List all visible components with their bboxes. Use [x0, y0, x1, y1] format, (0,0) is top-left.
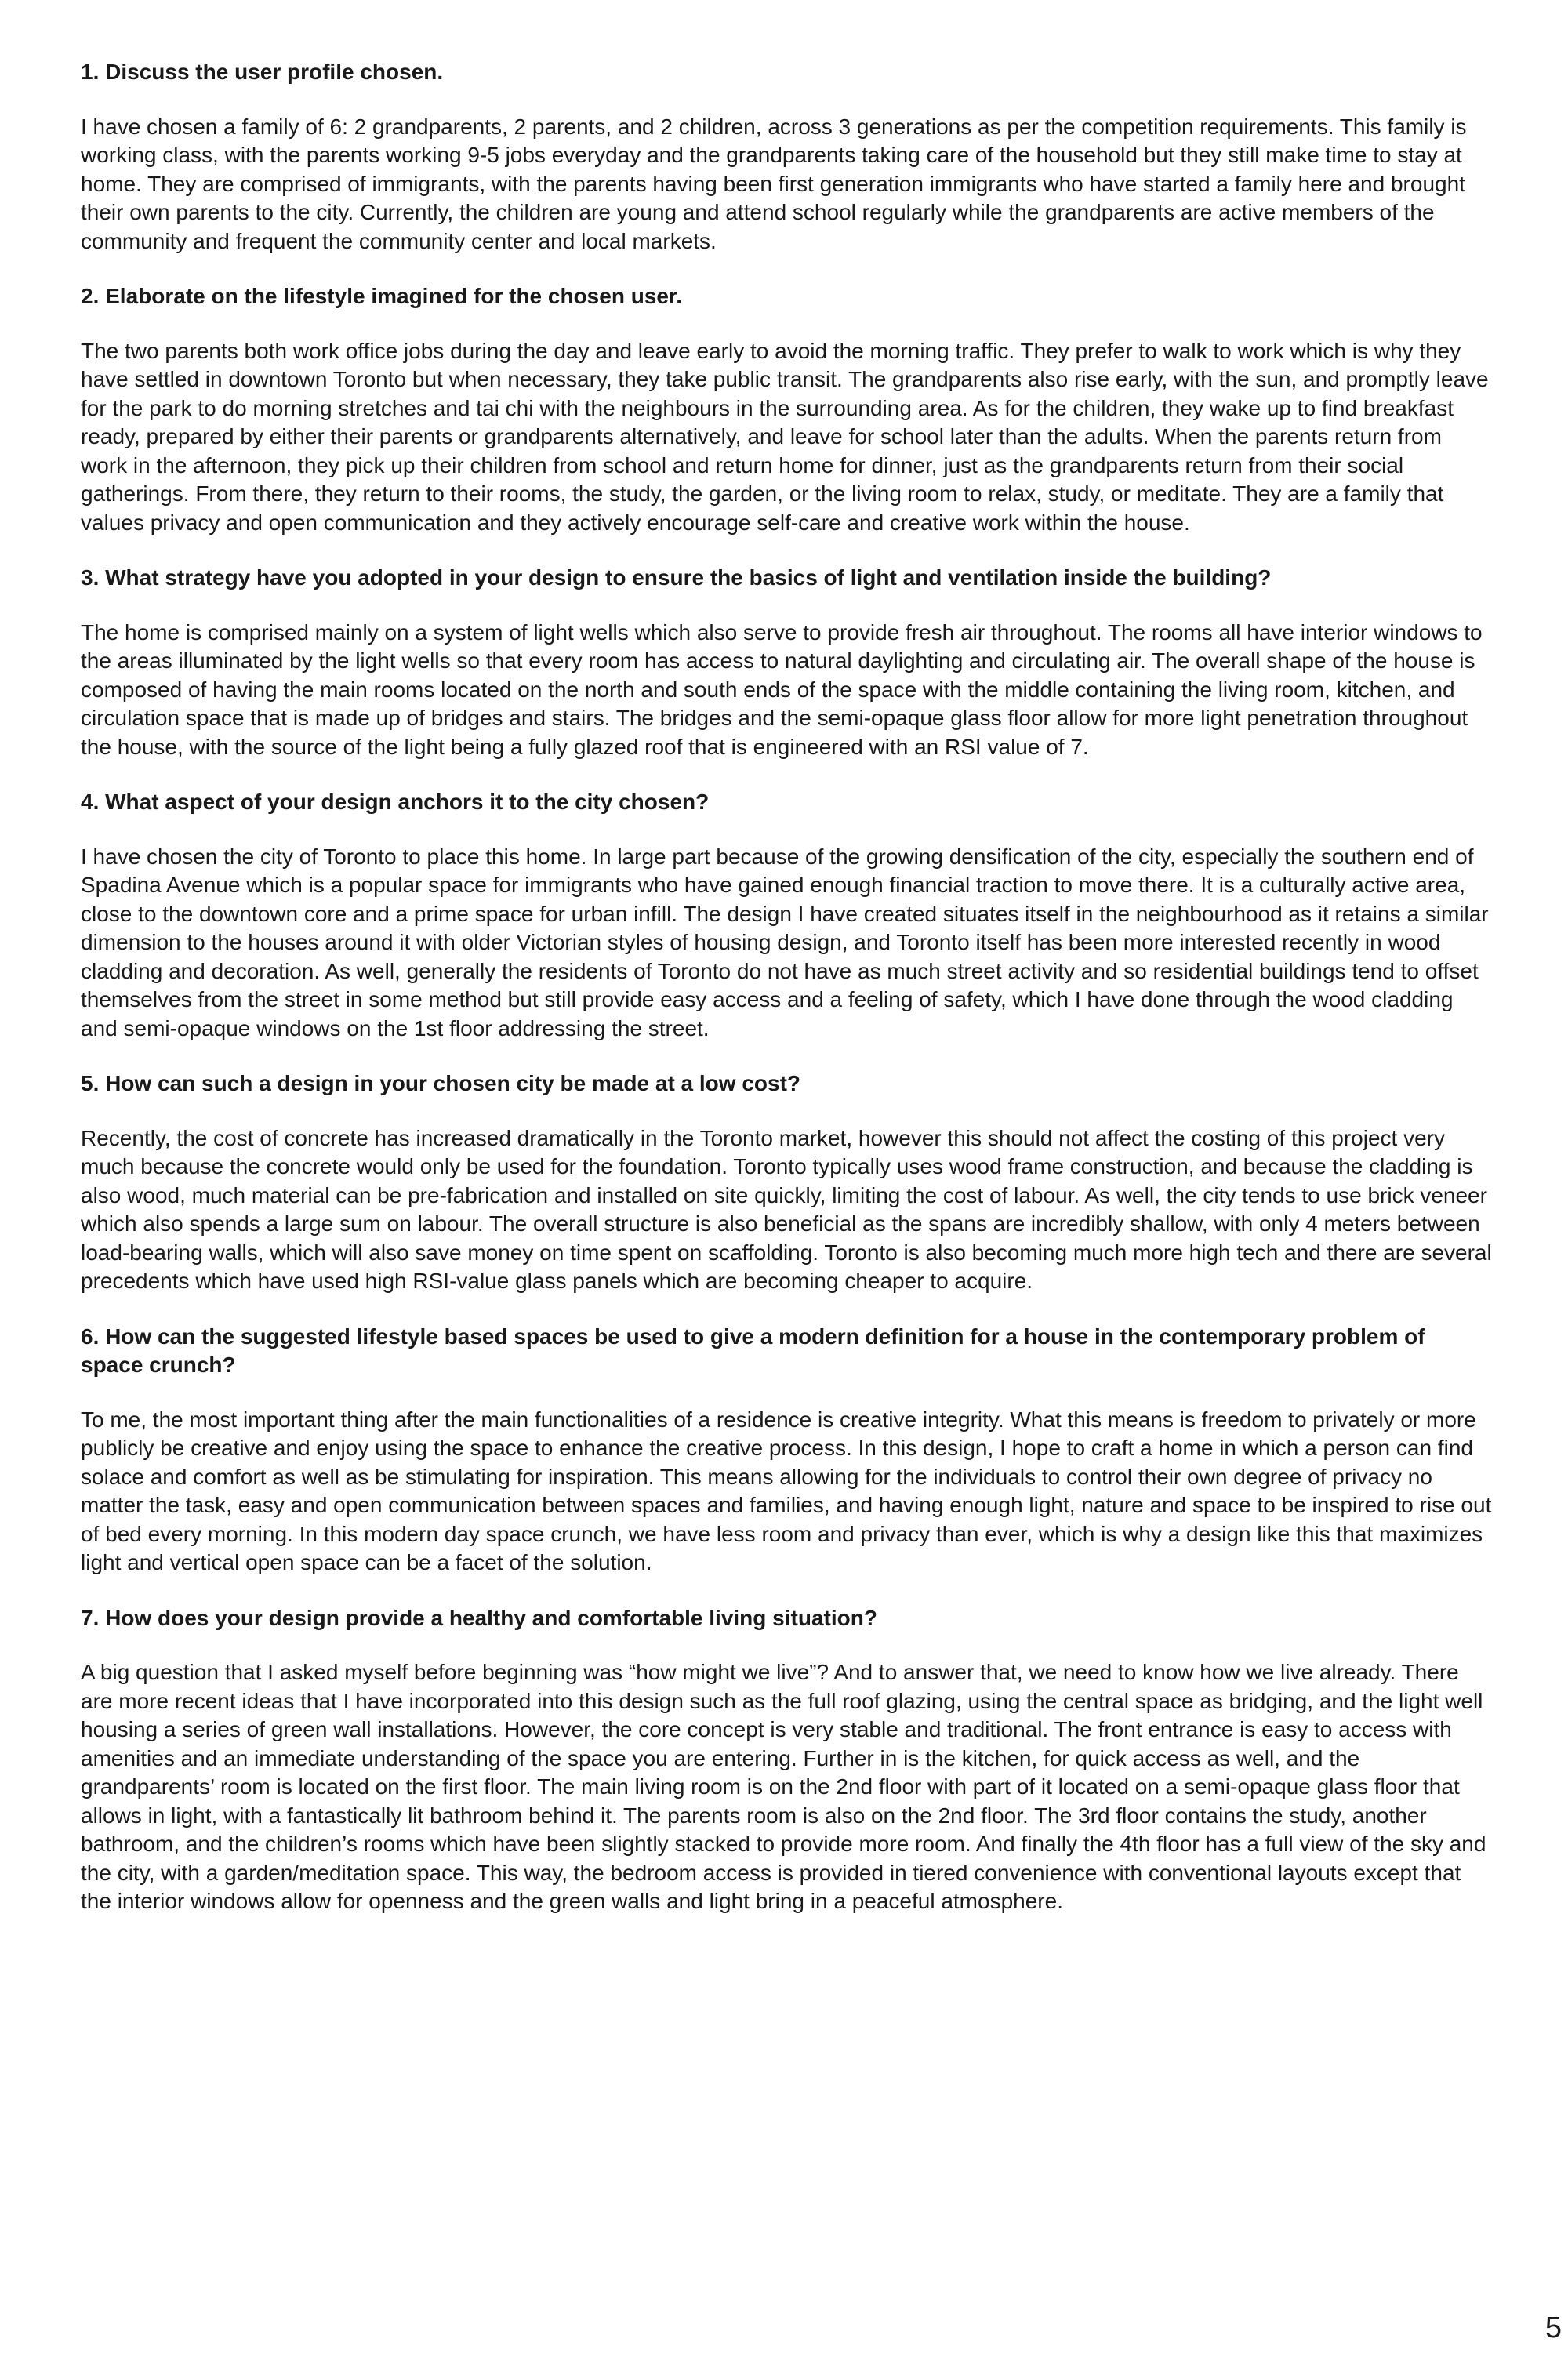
section-1 — [81, 58, 1492, 256]
section-4 — [81, 788, 1492, 1043]
answer-paragraph: I have chosen a family of 6: 2 grandparents, 2 parents, and 2 children, across 3 generations as per the competition requirements. This family is working class, with the parents working 9-5 jobs everyday and the grandparents taking care of the household but they still make time to stay at home. They are comprised of immigrants, with the parents having been first generation immigrants who have started a family here and brought their own parents to the city. Currently, the children are young and attend school regularly while the grandparents are active members of the community and frequent the community center and local markets. — [81, 114, 1467, 253]
document-body — [81, 58, 1492, 1943]
question-heading: 2. Elaborate on the lifestyle imagined for the chosen user. — [81, 284, 683, 308]
question-heading: 6. How can the suggested lifestyle based spaces be used to give a modern definition for a house in the contemporary problem of space crunch? — [81, 1324, 1425, 1377]
section-5 — [81, 1069, 1492, 1296]
answer-paragraph: The two parents both work office jobs during the day and leave early to avoid the morning traffic. They prefer to walk to work which is why they have settled in downtown Toronto but when necessary, they take public transit. The grandparents also rise early, with the sun, and promptly leave for the park to do morning stretches and tai chi with the neighbours in the surrounding area. As for the children, they wake up to find breakfast ready, prepared by either their parents or grandparents alternatively, and leave for school later than the adults. When the parents return from work in the afternoon, they pick up their children from school and return home for dinner, just as the grandparents return from their social gatherings. From there, they return to their rooms, the study, the garden, or the living room to relax, study, or meditate. They are a family that values privacy and open communication and they actively encourage self-care and creative work within the house. — [81, 338, 1489, 535]
question-heading: 3. What strategy have you adopted in your design to ensure the basics of light and ventilation inside the building? — [81, 565, 1272, 590]
answer-paragraph: The home is comprised mainly on a system of light wells which also serve to provide fresh air throughout. The rooms all have interior windows to the areas illuminated by the light wells so that every room has access to natural daylighting and circulating air. The overall shape of the house is composed of having the main rooms located on the north and south ends of the space with the middle containing the living room, kitchen, and circulation space that is made up of bridges and stairs. The bridges and the semi-opaque glass floor allow for more light penetration throughout the house, with the source of the light being a fully glazed roof that is engineered with an RSI value of 7. — [81, 619, 1483, 759]
answer-paragraph: I have chosen the city of Toronto to place this home. In large part because of the growing densification of the city, especially the southern end of Spadina Avenue which is a popular space for immigrants who have gained enough financial traction to move there. It is a culturally active area, close to the downtown core and a prime space for urban infill. The design I have created situates itself in the neighbourhood as it retains a similar dimension to the houses around it with older Victorian styles of housing design, and Toronto itself has been more interested recently in wood cladding and decoration. As well, generally the residents of Toronto do not have as much street activity and so residential buildings tend to offset themselves from the street in some method but still provide easy access and a feeling of safety, which I have done through the wood cladding and semi-opaque windows on the 1st floor addressing the street. — [81, 844, 1489, 1040]
section-6 — [81, 1323, 1492, 1578]
answer-paragraph: To me, the most important thing after the main functionalities of a residence is creative integrity. What this means is freedom to privately or more publicly be creative and enjoy using the space to enhance the creative process. In this design, I hope to craft a home in which a person can find solace and comfort as well as be stimulating for inspiration. This means allowing for the individuals to control their own degree of privacy no matter the task, easy and open communication between spaces and families, and having enough light, nature and space to be inspired to rise out of bed every morning. In this modern day space crunch, we have less room and privacy than ever, which is why a design like this that maximizes light and vertical open space can be a facet of the solution. — [81, 1407, 1492, 1574]
answer-paragraph: Recently, the cost of concrete has increased dramatically in the Toronto market, however this should not affect the costing of this project very much because the concrete would only be used for the foundation. Toronto typically uses wood frame construction, and because the cladding is also wood, much material can be pre-fabrication and installed on site quickly, limiting the cost of labour. As well, the city tends to use brick veneer which also spends a large sum on labour. The overall structure is also beneficial as the spans are incredibly shallow, with only 4 meters between load-bearing walls, which will also save money on time spent on scaffolding. Toronto is also becoming much more high tech and there are several precedents which have used high RSI-value glass panels which are becoming cheaper to acquire. — [81, 1125, 1492, 1293]
page-number: 5 — [1544, 2311, 1562, 2344]
section-3 — [81, 564, 1492, 761]
question-heading: 7. How does your design provide a healthy and comfortable living situation? — [81, 1605, 877, 1630]
section-7 — [81, 1604, 1492, 1916]
section-2 — [81, 282, 1492, 537]
question-heading: 5. How can such a design in your chosen city be made at a low cost? — [81, 1071, 801, 1095]
answer-paragraph: A big question that I asked myself before beginning was “how might we live”? And to answer that, we need to know how we live already. There are more recent ideas that I have incorporated into this design such as the full roof glazing, using the central space as bridging, and the light well housing a series of green wall installations. However, the core concept is very stable and traditional. The front entrance is easy to access with amenities and an immediate understanding of the space you are entering. Further in is the kitchen, for quick access as well, and the grandparents’ room is located on the first floor. The main living room is on the 2nd floor with part of it located on a semi-opaque glass floor that allows in light, with a fantastically lit bathroom behind it. The parents room is also on the 2nd floor. The 3rd floor contains the study, another bathroom, and the children’s rooms which have been slightly stacked to provide more room. And finally the 4th floor has a full view of the sky and the city, with a garden/meditation space. This way, the bedroom access is provided in tiered convenience with conventional layouts except that the interior windows allow for openness and the green walls and light bring in a peaceful atmosphere. — [81, 1660, 1486, 1913]
question-heading: 1. Discuss the user profile chosen. — [81, 60, 444, 84]
question-heading: 4. What aspect of your design anchors it to the city chosen? — [81, 790, 710, 814]
